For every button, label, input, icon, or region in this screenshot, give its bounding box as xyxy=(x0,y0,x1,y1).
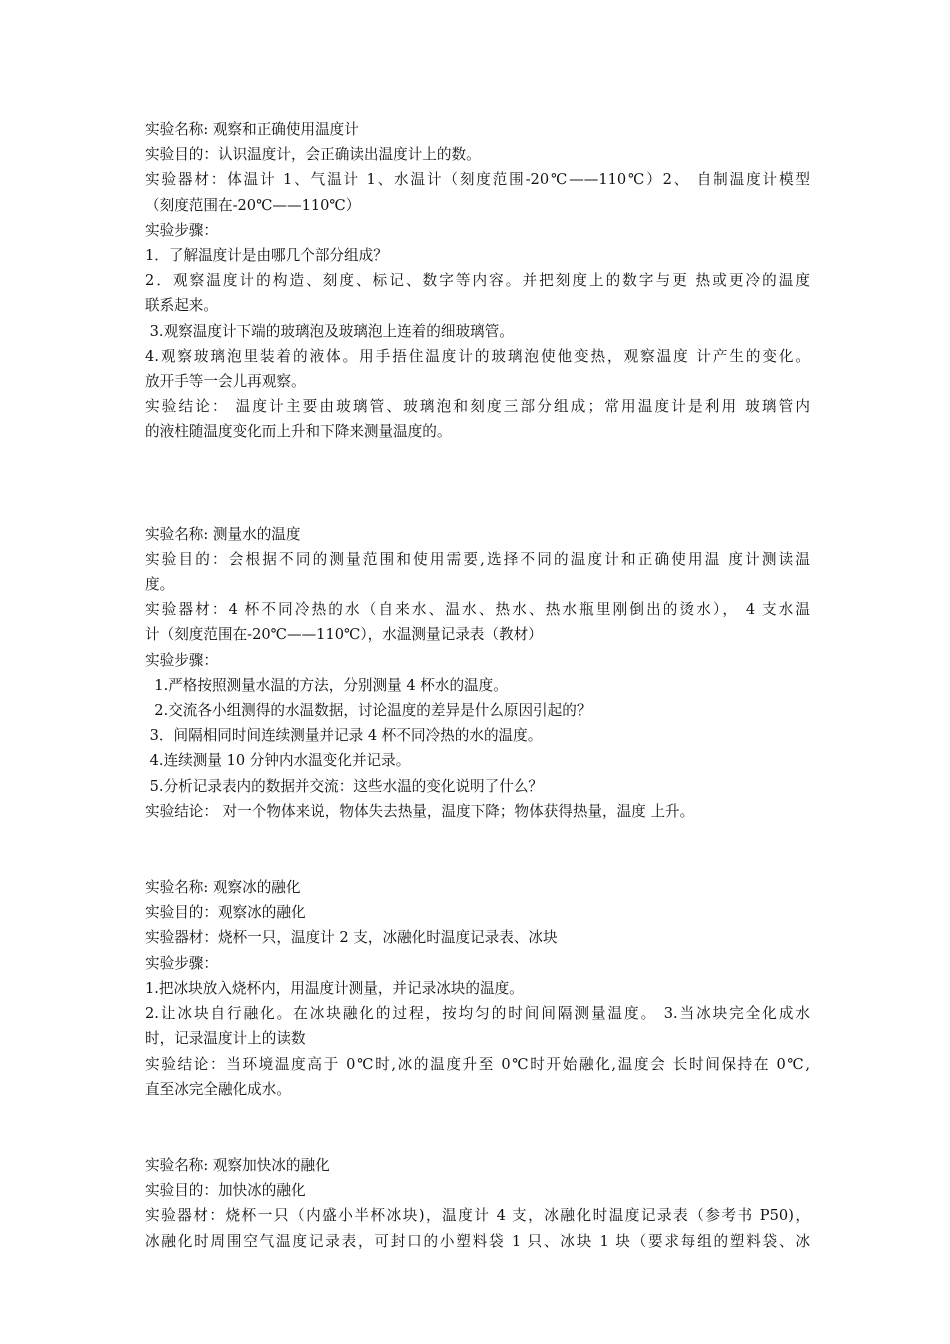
experiment-step: 2．观察温度计的构造、刻度、标记、数字等内容。并把刻度上的数字与更 热或更冷的温度 xyxy=(145,272,810,290)
experiment-purpose: 实验目的：加快冰的融化 xyxy=(145,1182,306,1200)
experiment-step: 3.观察温度计下端的玻璃泡及玻璃泡上连着的细玻璃管。 xyxy=(145,322,514,340)
experiment-conclusion-cont: 直至冰完全融化成水。 xyxy=(145,1080,291,1098)
experiment-materials-cont: 计（刻度范围在-20℃——110℃），水温测量记录表（教材） xyxy=(145,626,543,644)
experiment-title: 实验名称: 测量水的温度 xyxy=(145,525,301,543)
experiment-conclusion-cont: 的液柱随温度变化而上升和下降来测量温度的。 xyxy=(145,423,452,441)
experiment-section-ice-melting xyxy=(145,875,810,1102)
experiment-step-cont: 放开手等一会儿再观察。 xyxy=(145,373,306,391)
experiment-title: 实验名称: 观察冰的融化 xyxy=(145,879,301,897)
experiment-step: 3．间隔相同时间连续测量并记录 4 杯不同冷热的水的温度。 xyxy=(145,727,543,745)
experiment-materials: 实验器材：体温计 1、气温计 1、水温计（刻度范围-20℃——110℃）2、 自制温度计模型 xyxy=(145,171,810,189)
experiment-section-thermometer xyxy=(145,117,810,445)
experiment-step: 4.观察玻璃泡里装着的液体。用手捂住温度计的玻璃泡使他变热，观察温度 计产生的变化。 xyxy=(145,347,810,365)
experiment-purpose: 实验目的：认识温度计，会正确读出温度计上的数。 xyxy=(145,146,481,164)
experiment-step-cont: 联系起来。 xyxy=(145,297,218,315)
experiment-materials-cont: 冰融化时周围空气温度记录表，可封口的小塑料袋 1 只、冰块 1 块（要求每组的塑料袋、冰 xyxy=(145,1232,810,1250)
experiment-purpose-cont: 度。 xyxy=(145,576,175,594)
experiment-section-water-temperature xyxy=(145,522,810,824)
experiment-steps-heading: 实验步骤： xyxy=(145,954,218,972)
document-body xyxy=(145,117,810,1254)
experiment-purpose: 实验目的：观察冰的融化 xyxy=(145,904,306,922)
experiment-steps-heading: 实验步骤： xyxy=(145,651,218,669)
experiment-conclusion: 实验结论： 对一个物体来说，物体失去热量，温度下降；物体获得热量，温度 上升。 xyxy=(145,802,695,820)
experiment-materials-cont: （刻度范围在-20℃——110℃） xyxy=(145,196,361,214)
section-spacer xyxy=(145,824,810,875)
experiment-title: 实验名称: 观察和正确使用温度计 xyxy=(145,121,359,138)
experiment-title: 实验名称: 观察加快冰的融化 xyxy=(145,1156,330,1174)
experiment-conclusion: 实验结论：当环境温度高于 0℃时,冰的温度升至 0℃时开始融化,温度会 长时间保持在 0℃, xyxy=(145,1055,810,1073)
experiment-step-cont: 时，记录温度计上的读数 xyxy=(145,1030,306,1048)
experiment-step: 1.把冰块放入烧杯内，用温度计测量，并记录冰块的温度。 xyxy=(145,979,524,997)
experiment-purpose: 实验目的：会根据不同的测量范围和使用需要,选择不同的温度计和正确使用温 度计测读温 xyxy=(145,550,810,568)
experiment-step: 2.交流各小组测得的水温数据，讨论温度的差异是什么原因引起的？ xyxy=(145,702,592,720)
experiment-section-speed-up-melting xyxy=(145,1153,810,1254)
experiment-step: 4.连续测量 10 分钟内水温变化并记录。 xyxy=(145,752,411,770)
section-spacer xyxy=(145,445,810,522)
experiment-materials: 实验器材：烧杯一只，温度计 2 支，冰融化时温度记录表、冰块 xyxy=(145,929,558,947)
experiment-conclusion: 实验结论： 温度计主要由玻璃管、玻璃泡和刻度三部分组成；常用温度计是利用 玻璃管内 xyxy=(145,398,810,416)
experiment-materials: 实验器材：4 杯不同冷热的水（自来水、温水、热水、热水瓶里刚倒出的烫水）， 4 支水温 xyxy=(145,601,810,619)
experiment-step: 1．了解温度计是由哪几个部分组成？ xyxy=(145,247,388,265)
experiment-step: 1.严格按照测量水温的方法，分别测量 4 杯水的温度。 xyxy=(145,676,508,694)
experiment-materials: 实验器材：烧杯一只（内盛小半杯冰块)，温度计 4 支，冰融化时温度记录表（参考书 P50)， xyxy=(145,1207,810,1225)
experiment-step: 2.让冰块自行融化。在冰块融化的过程，按均匀的时间间隔测量温度。 3.当冰块完全化成水 xyxy=(145,1005,810,1023)
experiment-step: 5.分析记录表内的数据并交流：这些水温的变化说明了什么？ xyxy=(145,777,544,795)
experiment-steps-heading: 实验步骤： xyxy=(145,221,218,239)
section-spacer xyxy=(145,1102,810,1153)
